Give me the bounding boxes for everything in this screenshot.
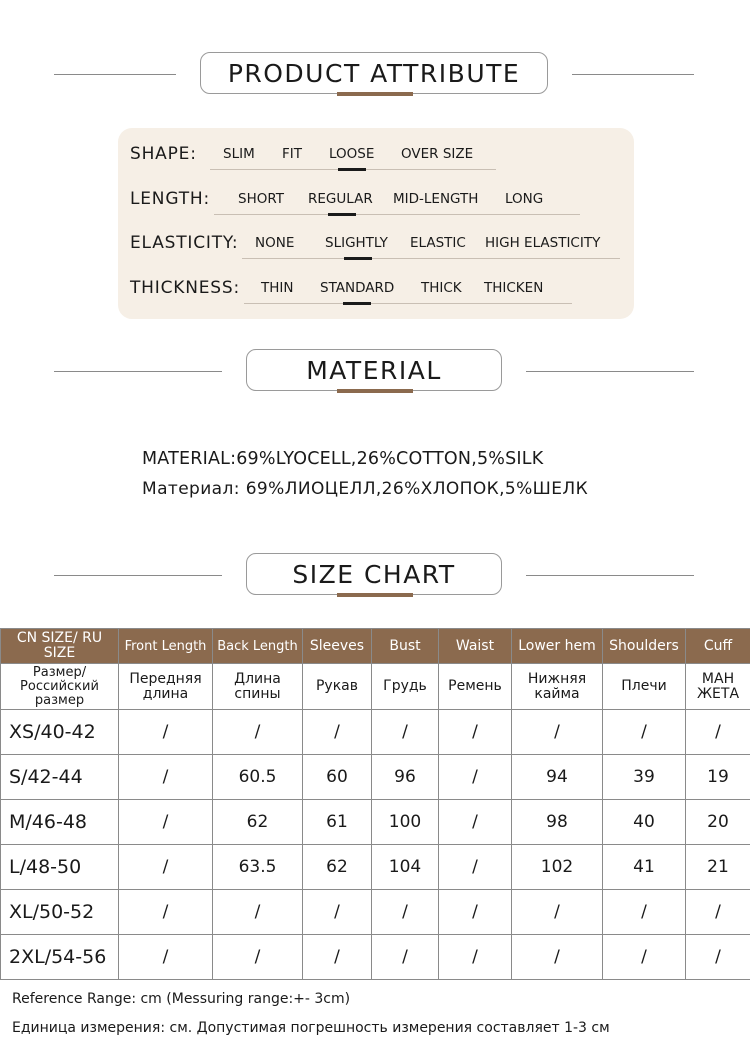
attribute-option: HIGH ELASTICITY [485,235,601,251]
material-header [0,349,750,397]
column-header: Waist [439,629,512,664]
table-cell: / [603,710,686,755]
table-cell: 104 [372,845,439,890]
size-cell: XL/50-52 [1,890,119,935]
attribute-option-selected: SLIGHTLY [325,235,388,251]
table-cell: / [686,890,750,935]
divider-line [526,575,694,576]
attribute-panel [118,128,634,319]
table-cell: / [303,710,372,755]
table-cell: / [512,935,603,980]
table-cell: / [119,935,213,980]
column-header: Передняя длина [119,664,213,710]
table-cell: 63.5 [213,845,303,890]
table-cell: 94 [512,755,603,800]
divider-line [572,74,694,75]
table-cell: / [512,710,603,755]
column-header: Lower hem [512,629,603,664]
section-title: MATERIAL [246,349,502,391]
size-cell: XS/40-42 [1,710,119,755]
table-row [1,800,750,845]
column-header: Shoulders [603,629,686,664]
table-cell: / [119,710,213,755]
table-cell: 102 [512,845,603,890]
table-cell: / [213,890,303,935]
selected-marker [344,257,372,260]
column-header: Front Length [119,629,213,664]
selected-marker [328,213,356,216]
table-cell: / [439,710,512,755]
attribute-option: NONE [255,235,295,251]
size-chart-header [0,553,750,601]
table-cell: / [686,935,750,980]
section-title: PRODUCT ATTRIBUTE [200,52,548,94]
attribute-option: THIN [261,280,294,296]
table-cell: / [439,800,512,845]
title-accent-bar [337,389,413,393]
material-english: MATERIAL:69%LYOCELL,26%COTTON,5%SILK [142,449,544,469]
section-title: SIZE CHART [246,553,502,595]
title-accent-bar [337,593,413,597]
attribute-option-selected: STANDARD [320,280,395,296]
table-cell: / [213,710,303,755]
attribute-row-thickness [118,278,634,308]
table-row [1,935,750,980]
size-cell: L/48-50 [1,845,119,890]
reference-note-english: Reference Range: cm (Messuring range:+- 3cm) [12,991,351,1007]
table-cell: / [372,710,439,755]
attribute-underline [214,214,580,215]
table-header-english [1,629,750,664]
attribute-row-elasticity [118,233,634,263]
table-cell: / [439,890,512,935]
divider-line [54,371,222,372]
attribute-option: FIT [282,146,302,162]
table-header-russian [1,664,750,710]
attribute-underline [244,303,572,304]
attribute-option: THICKEN [484,280,544,296]
table-cell: 41 [603,845,686,890]
divider-line [54,74,176,75]
table-cell: 98 [512,800,603,845]
column-header: Размер/ Российский размер [1,664,119,710]
size-chart-table [0,628,750,980]
table-row [1,890,750,935]
table-cell: / [439,755,512,800]
reference-note-russian: Единица измерения: см. Допустимая погрешность измерения составляет 1-3 см [12,1020,610,1036]
attribute-option: ELASTIC [410,235,466,251]
table-cell: / [119,800,213,845]
table-cell: / [603,890,686,935]
table-cell: / [119,890,213,935]
attribute-row-shape [118,144,634,174]
table-cell: / [213,935,303,980]
title-accent-bar [337,92,413,96]
selected-marker [338,168,366,171]
table-cell: / [686,710,750,755]
table-row [1,845,750,890]
column-header: Длина спины [213,664,303,710]
column-header: Грудь [372,664,439,710]
table-cell: 21 [686,845,750,890]
table-cell: 61 [303,800,372,845]
column-header: Cuff [686,629,750,664]
table-cell: 96 [372,755,439,800]
table-cell: / [372,890,439,935]
column-header: Плечи [603,664,686,710]
table-cell: / [303,935,372,980]
attribute-option: THICK [421,280,462,296]
table-cell: 19 [686,755,750,800]
attribute-underline [242,258,620,259]
attribute-label: THICKNESS: [130,278,240,298]
attribute-label: ELASTICITY: [130,233,239,253]
table-cell: / [439,935,512,980]
table-cell: / [303,890,372,935]
attribute-label: SHAPE: [130,144,197,164]
column-header: CN SIZE/ RU SIZE [1,629,119,664]
column-header: Ремень [439,664,512,710]
selected-marker [343,302,371,305]
table-cell: 60.5 [213,755,303,800]
table-cell: 20 [686,800,750,845]
column-header: Bust [372,629,439,664]
column-header: Рукав [303,664,372,710]
table-cell: 40 [603,800,686,845]
table-cell: 62 [213,800,303,845]
table-cell: / [119,845,213,890]
divider-line [526,371,694,372]
size-cell: M/46-48 [1,800,119,845]
product-attribute-header [0,52,750,100]
table-cell: 60 [303,755,372,800]
table-cell: 100 [372,800,439,845]
table-cell: / [512,890,603,935]
column-header: Back Length [213,629,303,664]
column-header: МАН ЖЕТА [686,664,750,710]
table-cell: / [372,935,439,980]
table-cell: 39 [603,755,686,800]
attribute-option: SHORT [238,191,284,207]
size-cell: S/42-44 [1,755,119,800]
table-row [1,710,750,755]
attribute-label: LENGTH: [130,189,210,209]
table-cell: 62 [303,845,372,890]
attribute-option-selected: LOOSE [329,146,375,162]
attribute-option-selected: REGULAR [308,191,373,207]
attribute-option: OVER SIZE [401,146,474,162]
column-header: Sleeves [303,629,372,664]
table-cell: / [603,935,686,980]
attribute-option: LONG [505,191,544,207]
column-header: Нижняя кайма [512,664,603,710]
table-cell: / [439,845,512,890]
table-cell: / [119,755,213,800]
table-row [1,755,750,800]
divider-line [54,575,222,576]
attribute-option: SLIM [223,146,255,162]
attribute-row-length [118,189,634,219]
attribute-option: MID-LENGTH [393,191,479,207]
material-russian: Материал: 69%ЛИОЦЕЛЛ,26%ХЛОПОК,5%ШЕЛК [142,479,589,499]
size-cell: 2XL/54-56 [1,935,119,980]
